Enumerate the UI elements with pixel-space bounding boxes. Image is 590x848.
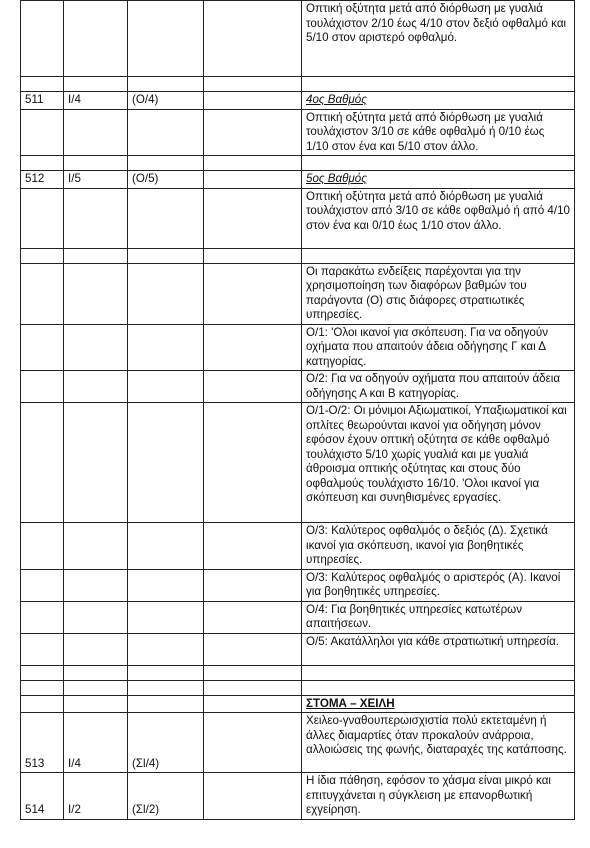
empty-cell — [204, 403, 302, 523]
code-cell — [21, 324, 64, 371]
empty-cell — [204, 77, 302, 92]
code-cell — [21, 633, 64, 665]
empty-cell — [204, 633, 302, 665]
code-cell — [21, 109, 64, 156]
abbr-cell — [128, 1, 204, 77]
grade-cell — [64, 601, 128, 633]
abbr-cell — [128, 324, 204, 371]
grade-cell — [64, 371, 128, 403]
grade-cell: Ι/4 — [64, 92, 128, 110]
abbr-cell — [128, 263, 204, 324]
abbr-cell — [128, 695, 204, 713]
table-row — [21, 263, 575, 324]
grade-cell — [64, 324, 128, 371]
abbr-cell — [128, 188, 204, 248]
grade-cell: Ι/5 — [64, 171, 128, 189]
table-row — [21, 371, 575, 403]
table-row — [21, 633, 575, 665]
empty-cell — [21, 156, 64, 171]
description-cell: Ο/1-Ο/2: Οι μόνιμοι Αξιωματικοί, Υπαξιωματικοί και οπλίτες θεωρούνται ικανοί για οδήγηση μόνον εφόσον έχουν οπτική οξύτητα σε κάθε οφθαλμό τουλάχιστο 5/10 χωρίς γυαλιά και με γυαλιά άθροισμα οπτικής οξύτητας και στους δύο οφθαλμούς τουλάχιστο 16/10. 'Ολοι ικανοί για σκόπευση και συνηθισμένες εργασίες. — [302, 403, 575, 523]
abbr-cell: (Ο/4) — [128, 92, 204, 110]
heading-text: 5ος Βαθμός — [306, 172, 367, 185]
empty-cell — [204, 523, 302, 570]
grade-cell — [64, 633, 128, 665]
table-row — [21, 569, 575, 601]
table-row — [21, 1, 575, 77]
section-header-row — [21, 171, 575, 189]
code-cell: 513 — [21, 713, 64, 773]
description-cell: Ο/2: Για να οδηγούν οχήματα που απαιτούν άδεια οδήγησης Α και Β κατηγορίας. — [302, 371, 575, 403]
empty-cell — [204, 713, 302, 773]
abbr-cell: (Σl/4) — [128, 713, 204, 773]
empty-cell — [64, 77, 128, 92]
table-row — [21, 109, 575, 156]
empty-cell — [64, 665, 128, 680]
document-table-body — [21, 1, 575, 820]
empty-cell — [21, 248, 64, 263]
description-cell: Οι παρακάτω ενδείξεις παρέχονται για την χρησιμοποίηση των διαφόρων βαθμών του παράγοντα (Ο) στις διάφορες στρατιωτικές υπηρεσίες. — [302, 263, 575, 324]
empty-cell — [204, 601, 302, 633]
description-cell: Χειλεο-γναθουπερωισχιστία πολύ εκτεταμένη ή άλλες διαμαρτίες όταν προκαλούν ανάρροια, αλλοιώσεις της φωνής, διαταραχές της κατάποσης. — [302, 713, 575, 773]
description-cell — [302, 92, 575, 110]
empty-cell — [302, 77, 575, 92]
spacer-row — [21, 248, 575, 263]
empty-cell — [204, 773, 302, 820]
grade-cell — [64, 403, 128, 523]
code-cell: 514 — [21, 773, 64, 820]
abbr-cell — [128, 633, 204, 665]
empty-cell — [204, 324, 302, 371]
empty-cell — [302, 665, 575, 680]
empty-cell — [204, 1, 302, 77]
abbr-cell: (Ο/5) — [128, 171, 204, 189]
description-cell — [302, 695, 575, 713]
code-cell — [21, 1, 64, 77]
empty-cell — [128, 680, 204, 695]
code-cell: 511 — [21, 92, 64, 110]
empty-cell — [21, 665, 64, 680]
grade-cell — [64, 1, 128, 77]
grade-cell — [64, 523, 128, 570]
empty-cell — [64, 680, 128, 695]
description-cell: Οπτική οξύτητα μετά από διόρθωση με γυαλιά τουλάχιστον από 3/10 σε κάθε οφθαλμό ή από 4/10 στον ένα και 0/10 έως 1/10 στον άλλο. — [302, 188, 575, 248]
empty-cell — [21, 680, 64, 695]
description-cell: Ο/1: 'Ολοι ικανοί για σκόπευση. Για να οδηγούν οχήματα που απαιτούν άδεια οδήγησης Γ και Δ κατηγορίας. — [302, 324, 575, 371]
empty-cell — [64, 248, 128, 263]
description-cell: Ο/5: Ακατάλληλοι για κάθε στρατιωτική υπηρεσία. — [302, 633, 575, 665]
abbr-cell — [128, 371, 204, 403]
grade-cell — [64, 109, 128, 156]
abbr-cell — [128, 569, 204, 601]
empty-cell — [128, 156, 204, 171]
empty-cell — [302, 156, 575, 171]
description-cell: Ο/3: Καλύτερος οφθαλμός ο αριστερός (Α). Ικανοί για βοηθητικές υπηρεσίες. — [302, 569, 575, 601]
code-cell — [21, 263, 64, 324]
description-cell: Οπτική οξύτητα μετά από διόρθωση με γυαλιά τουλάχιστον 2/10 έως 4/10 στον δεξιό οφθαλμό και 5/10 στον αριστερό οφθαλμό. — [302, 1, 575, 77]
empty-cell — [128, 248, 204, 263]
code-cell — [21, 403, 64, 523]
grade-cell — [64, 695, 128, 713]
document-table — [20, 0, 575, 820]
code-cell — [21, 569, 64, 601]
empty-cell — [128, 665, 204, 680]
spacer-row — [21, 156, 575, 171]
grade-cell — [64, 569, 128, 601]
empty-cell — [204, 109, 302, 156]
table-row — [21, 713, 575, 773]
description-cell — [302, 171, 575, 189]
empty-cell — [64, 156, 128, 171]
abbr-cell: (Σl/2) — [128, 773, 204, 820]
empty-cell — [204, 569, 302, 601]
grade-cell — [64, 263, 128, 324]
table-row — [21, 188, 575, 248]
empty-cell — [204, 665, 302, 680]
empty-cell — [302, 248, 575, 263]
empty-cell — [204, 680, 302, 695]
empty-cell — [204, 156, 302, 171]
heading-text: 4ος Βαθμός — [306, 93, 367, 106]
grade-cell: Ι/2 — [64, 773, 128, 820]
abbr-cell — [128, 601, 204, 633]
empty-cell — [204, 248, 302, 263]
code-cell — [21, 695, 64, 713]
table-row — [21, 324, 575, 371]
empty-cell — [128, 77, 204, 92]
description-cell: Η ίδια πάθηση, εφόσον το χάσμα είναι μικρό και επιτυγχάνεται η σύγκλειση με επανορθωτική εχγείρηση. — [302, 773, 575, 820]
description-cell: Ο/4: Για βοηθητικές υπηρεσίες κατωτέρων απαιτήσεων. — [302, 601, 575, 633]
empty-cell — [204, 92, 302, 110]
heading-text: ΣΤΟΜΑ – ΧΕΙΛΗ — [306, 696, 395, 710]
code-cell — [21, 371, 64, 403]
description-cell: Ο/3: Καλύτερος οφθαλμός ο δεξιός (Δ). Σχετικά ικανοί για σκόπευση, ικανοί για βοηθητικές υπηρεσίες. — [302, 523, 575, 570]
empty-cell — [204, 695, 302, 713]
empty-cell — [204, 371, 302, 403]
empty-cell — [204, 263, 302, 324]
table-row — [21, 403, 575, 523]
empty-cell — [204, 188, 302, 248]
table-row — [21, 773, 575, 820]
grade-cell: Ι/4 — [64, 713, 128, 773]
abbr-cell — [128, 523, 204, 570]
spacer-row — [21, 680, 575, 695]
empty-cell — [204, 171, 302, 189]
empty-cell — [302, 680, 575, 695]
code-cell: 512 — [21, 171, 64, 189]
section-header-row — [21, 92, 575, 110]
abbr-cell — [128, 403, 204, 523]
code-cell — [21, 601, 64, 633]
code-cell — [21, 188, 64, 248]
spacer-row — [21, 665, 575, 680]
empty-cell — [21, 77, 64, 92]
table-row — [21, 523, 575, 570]
description-cell: Οπτική οξύτητα μετά από διόρθωση με γυαλιά τουλάχιστον 3/10 σε κάθε οφθαλμό ή 0/10 έως 1/10 στον ένα και 5/10 στον άλλο. — [302, 109, 575, 156]
table-row — [21, 601, 575, 633]
spacer-row — [21, 77, 575, 92]
code-cell — [21, 523, 64, 570]
grade-cell — [64, 188, 128, 248]
section-header-row — [21, 695, 575, 713]
abbr-cell — [128, 109, 204, 156]
